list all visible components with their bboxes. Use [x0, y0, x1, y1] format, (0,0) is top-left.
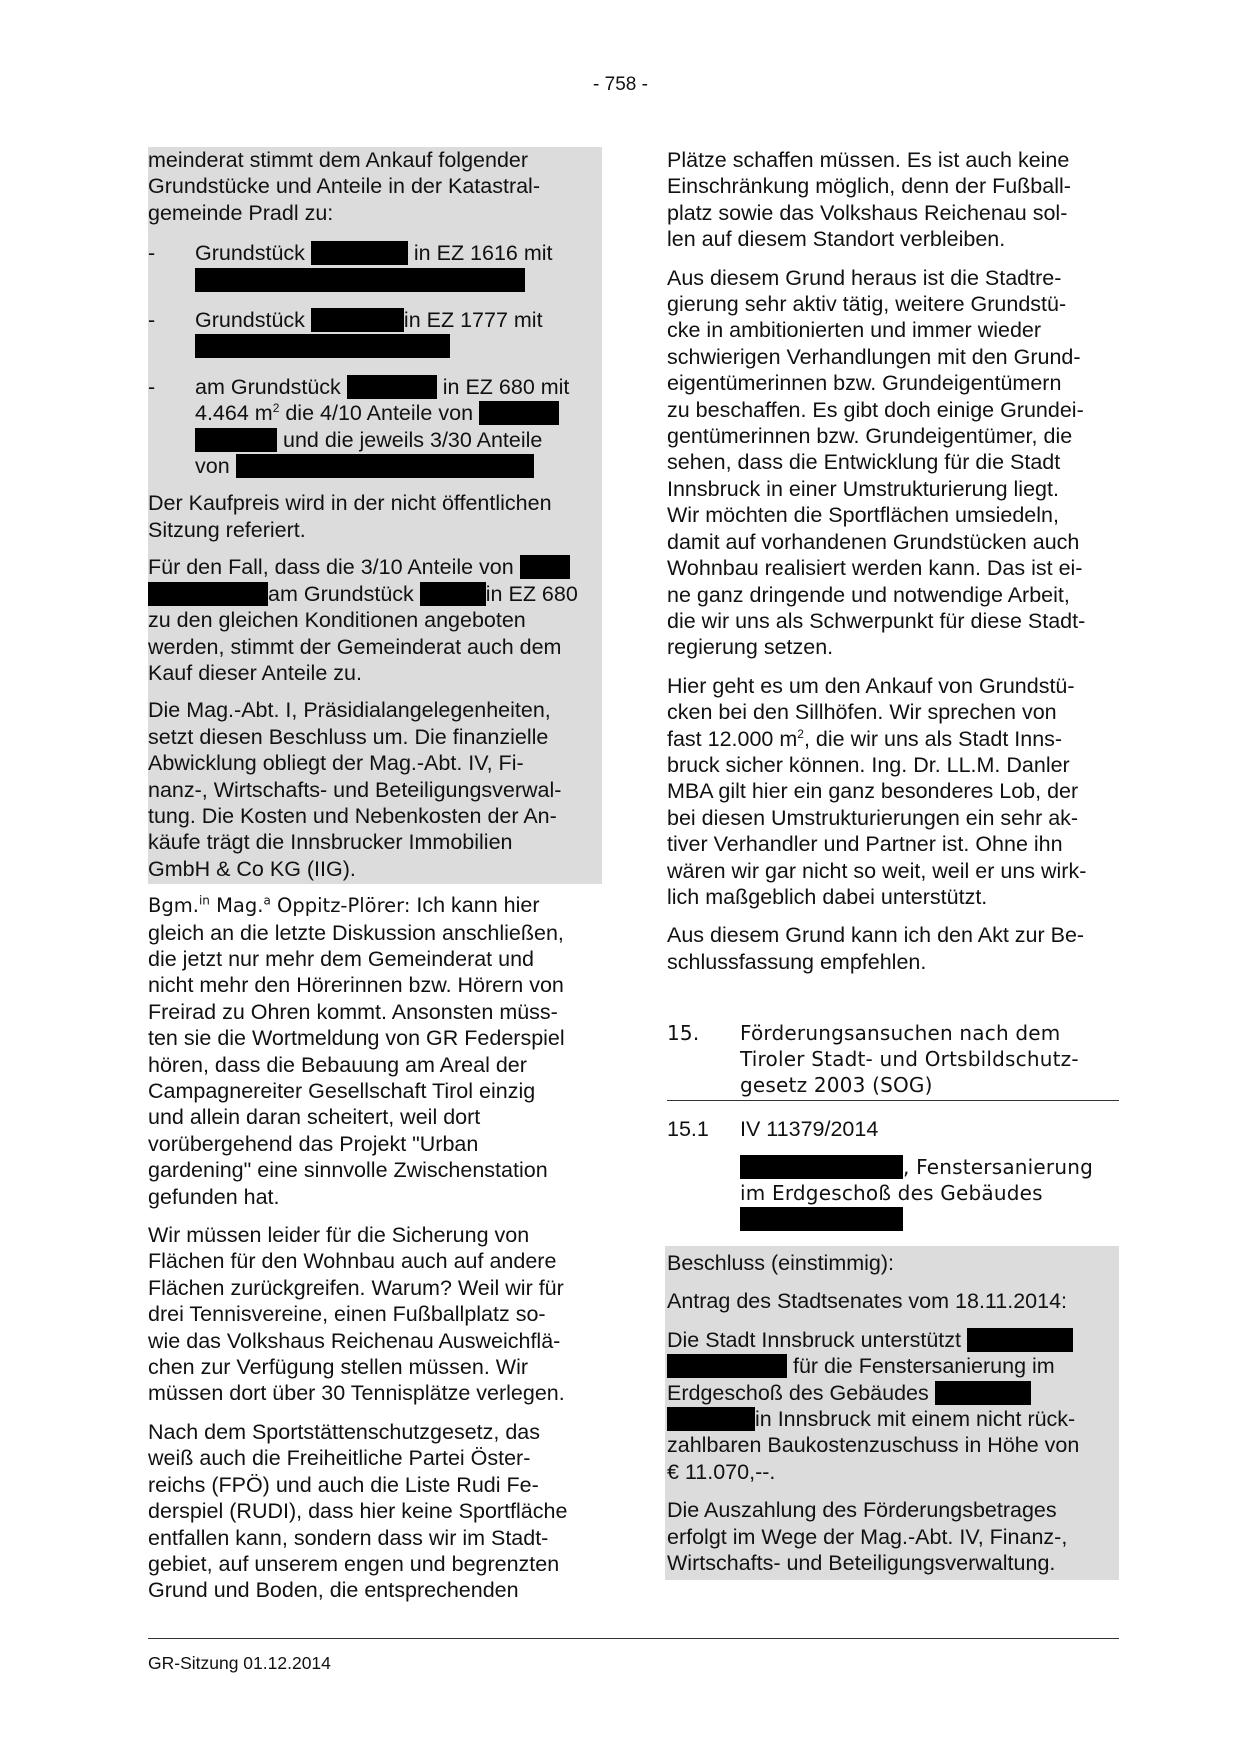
- superscript: 2: [272, 401, 280, 416]
- redaction-bar: [667, 1407, 755, 1431]
- text-line: Wir möchten die Sportflächen umsiedeln,: [667, 503, 1059, 528]
- text-line: wären wir gar nicht so weit, weil er uns wirk-: [667, 858, 1087, 883]
- text-line: müssen dort über 30 Tennisplätze verlegen.: [148, 1381, 565, 1406]
- text-line: Grundstücke und Anteile in der Katastral-: [148, 174, 540, 199]
- text-line: Nach dem Sportstättenschutzgesetz, das: [148, 1419, 540, 1444]
- text-line: Grundstück: [195, 308, 305, 333]
- text-line: zahlbaren Baukostenzuschuss in Höhe von: [667, 1433, 1080, 1458]
- text-line: cken bei den Sillhöfen. Wir sprechen von: [667, 700, 1057, 725]
- text-line: die jetzt nur mehr dem Gemeinderat und: [148, 946, 535, 971]
- text-line: und allein daran scheitert, weil dort: [148, 1105, 481, 1130]
- redaction-bar: [347, 375, 437, 399]
- text-line: cke in ambitionierten und immer wieder: [667, 318, 1042, 343]
- text-line: von: [195, 454, 230, 479]
- text-line: und die jeweils 3/30 Anteile: [282, 427, 543, 452]
- text-line: Flächen zurückgreifen. Warum? Weil wir für: [148, 1275, 564, 1300]
- text-line: Sitzung referiert.: [148, 517, 306, 542]
- text-line: nanz-, Wirtschafts- und Beteiligungsverwal-: [148, 777, 562, 802]
- payment-para: [667, 1497, 1119, 1576]
- mag-para: [148, 697, 602, 882]
- text-line: in EZ 1777 mit: [403, 308, 543, 333]
- text-line: für die Fenstersanierung im: [792, 1354, 1055, 1379]
- redaction-bar: [311, 308, 404, 332]
- text-line: Einschränkung möglich, denn der Fußball-: [667, 174, 1071, 199]
- text-line: reichs (FPÖ) und auch die Liste Rudi Fe-: [148, 1472, 539, 1497]
- redaction-bar: [195, 428, 277, 452]
- list-item: [148, 307, 602, 360]
- section-number: 15.: [667, 1021, 700, 1045]
- text-line: Innsbruck in einer Umstrukturierung liegt.: [667, 476, 1059, 501]
- text-line: hören, dass die Bebauung am Areal der: [148, 1052, 527, 1077]
- text-line: gentümerinnen bzw. Grundeigentümer, die: [667, 424, 1073, 449]
- bullet-dash: -: [148, 374, 156, 399]
- subsection-number: 15.1: [667, 1117, 709, 1141]
- text-line: Aus diesem Grund heraus ist die Stadtre-: [667, 265, 1062, 290]
- text-line: fast 12.000 m: [667, 726, 798, 751]
- text-line: wie das Volkshaus Reichenau Ausweichflä-: [148, 1328, 561, 1353]
- text-line: am Grundstück: [268, 581, 414, 606]
- text-line: tiver Verhandler und Partner ist. Ohne ihn: [667, 832, 1063, 857]
- motion-date: Antrag des Stadtsenates vom 18.11.2014:: [667, 1289, 1068, 1314]
- text-line: tung. Die Kosten und Nebenkosten der An-: [148, 803, 557, 828]
- text-line: gebiet, auf unserem engen und begrenzten: [148, 1551, 560, 1576]
- text-line: käufe trägt die Innsbrucker Immobilien: [148, 830, 513, 855]
- text-line: Die Stadt Innsbruck unterstützt: [667, 1327, 961, 1352]
- text-line: 4.464 m: [195, 401, 273, 426]
- text-line: Ich kann hier: [410, 893, 540, 918]
- text-line: bruck sicher können. Ing. Dr. LL.M. Danler: [667, 752, 1070, 777]
- text-line: ne ganz dringende und notwendige Arbeit,: [667, 582, 1070, 607]
- text-line: Kauf dieser Anteile zu.: [148, 660, 362, 685]
- redaction-bar: [967, 1328, 1073, 1352]
- speech-para: [148, 892, 602, 1210]
- text-line: regierung setzen.: [667, 635, 834, 660]
- bullet-dash: -: [148, 308, 156, 333]
- redaction-bar: [195, 334, 450, 358]
- text-line: in EZ 680: [485, 581, 578, 606]
- speech-para: [667, 673, 1119, 911]
- text-line: Aus diesem Grund kann ich den Akt zur Be-: [667, 923, 1085, 948]
- text-line: Abwicklung obliegt der Mag.-Abt. IV, Fi-: [148, 751, 524, 776]
- text-line: Wirtschafts- und Beteiligungsverwaltung.: [667, 1551, 1056, 1576]
- text-line: Erdgeschoß des Gebäudes: [667, 1380, 929, 1405]
- text-line: schwierigen Verhandlungen mit den Grund-: [667, 344, 1081, 369]
- text-line: , die wir uns als Stadt Inns-: [803, 726, 1063, 751]
- text-line: gleich an die letzte Diskussion anschließen,: [148, 920, 564, 945]
- text-line: meinderat stimmt dem Ankauf folgender: [148, 148, 529, 172]
- text-line: gardening" eine sinnvolle Zwischenstation: [148, 1158, 548, 1183]
- text-line: drei Tennisvereine, einen Fußballplatz so-: [148, 1302, 546, 1327]
- redaction-bar: [148, 582, 268, 606]
- text-line: erfolgt im Wege der Mag.-Abt. IV, Finanz-,: [667, 1524, 1068, 1549]
- text-line: Die Mag.-Abt. I, Präsidialangelegenheiten,: [148, 698, 551, 723]
- right-column: [667, 147, 1119, 975]
- section-title: Förderungsansuchen nach dem: [740, 1021, 1061, 1045]
- redaction-bar: [520, 555, 570, 579]
- redaction-bar: [935, 1381, 1031, 1405]
- footer-divider: [148, 1638, 1119, 1639]
- text-line: bei diesen Umstrukturierungen ein sehr ak-: [667, 805, 1079, 830]
- text-line: sehen, dass die Entwicklung für die Stadt: [667, 450, 1061, 475]
- text-line: eigentümerinnen bzw. Grundeigentümern: [667, 371, 1062, 396]
- text-line: Der Kaufpreis wird in der nicht öffentlichen: [148, 491, 552, 516]
- text-line: nicht mehr den Hörerinnen bzw. Hörern von: [148, 973, 564, 998]
- subsection: [667, 1116, 1119, 1232]
- speech-para: [148, 1419, 602, 1604]
- speech-para: [667, 147, 1119, 253]
- text-line: gefunden hat.: [148, 1184, 280, 1209]
- text-line: zu beschaffen. Es gibt doch einige Grundei-: [667, 397, 1084, 422]
- speech-para: [667, 922, 1119, 975]
- text-line: damit auf vorhandenen Grundstücken auch: [667, 529, 1080, 554]
- text-line: lich maßgeblich dabei unterstützt.: [667, 884, 988, 909]
- text-line: im Erdgeschoß des Gebäudes: [740, 1181, 1043, 1206]
- section-title: Tiroler Stadt- und Ortsbildschutz-: [740, 1047, 1079, 1071]
- text-line: die wir uns als Schwerpunkt für diese Stadt-: [667, 608, 1086, 633]
- list-item: [148, 240, 602, 293]
- text-line: MBA gilt hier ein ganz besonderes Lob, der: [667, 779, 1079, 804]
- text-line: Grundstück: [195, 241, 305, 266]
- text-line: platz sowie das Volkshaus Reichenau sol-: [667, 200, 1068, 225]
- redaction-bar: [420, 582, 486, 606]
- text-line: Wohnbau realisiert werden kann. Das ist ei-: [667, 556, 1083, 581]
- text-line: GmbH & Co KG (IIG).: [148, 856, 356, 881]
- text-line: gierung sehr aktiv tätig, weitere Grundstü-: [667, 292, 1067, 317]
- text-line: Freirad zu Ohren kommt. Ansonsten müss-: [148, 999, 558, 1024]
- text-line: werden, stimmt der Gemeinderat auch dem: [148, 634, 562, 659]
- redaction-bar: [236, 454, 534, 478]
- text-line: € 11.070,--.: [667, 1459, 776, 1484]
- subsection-ref: IV 11379/2014: [740, 1117, 879, 1141]
- decision-para: [667, 1327, 1119, 1485]
- speech-para: [148, 1222, 602, 1407]
- text-line: Campagnereiter Gesellschaft Tirol einzig: [148, 1079, 536, 1103]
- text-line: Wir müssen leider für die Sicherung von: [148, 1223, 530, 1248]
- text-line: vorübergehend das Projekt "Urban: [148, 1131, 479, 1156]
- superscript: 2: [797, 726, 804, 741]
- section-title: gesetz 2003 (SOG): [740, 1073, 933, 1097]
- text-line: Die Auszahlung des Förderungsbetrages: [667, 1498, 1057, 1523]
- text-line: die 4/10 Anteile von: [279, 401, 474, 426]
- text-line: am Grundstück: [195, 374, 341, 399]
- text-line: in EZ 1616 mit: [413, 241, 553, 266]
- section-heading: [667, 1020, 1117, 1098]
- text-line: in EZ 680 mit: [442, 374, 570, 399]
- decision-label: Beschluss (einstimmig):: [667, 1251, 894, 1275]
- section-divider: [667, 1100, 1119, 1101]
- text-line: , Fenstersanierung: [903, 1155, 1093, 1180]
- speech-para: [667, 265, 1119, 661]
- redaction-bar: [740, 1207, 903, 1231]
- redaction-bar: [311, 241, 408, 265]
- text-line: zu den gleichen Konditionen angeboten: [148, 608, 526, 633]
- text-line: len auf diesem Standort verbleiben.: [667, 227, 1006, 252]
- case-para: [148, 554, 602, 686]
- text-line: in Innsbruck mit einem nicht rück-: [755, 1407, 1076, 1432]
- text-line: weiß auch die Freiheitliche Partei Öster-: [148, 1446, 531, 1471]
- intro-para: [148, 147, 602, 226]
- redaction-bar: [195, 268, 525, 292]
- text-line: Für den Fall, dass die 3/10 Anteile von: [148, 555, 514, 580]
- bullet-dash: -: [148, 241, 156, 266]
- text-line: entfallen kann, sondern dass wir im Stadt-: [148, 1525, 549, 1550]
- text-line: gemeinde Pradl zu:: [148, 200, 334, 225]
- text-line: ten sie die Wortmeldung von GR Federspiel: [148, 1026, 565, 1051]
- price-para: [148, 490, 602, 543]
- decision-block: [665, 1246, 1119, 1580]
- text-line: Flächen für den Wohnbau auch auf andere: [148, 1249, 557, 1274]
- text-line: derspiel (RUDI), dass hier keine Sportfläche: [148, 1499, 568, 1524]
- text-line: Grund und Boden, die entsprechenden: [148, 1578, 519, 1603]
- text-line: Plätze schaffen müssen. Es ist auch keine: [667, 148, 1070, 172]
- redaction-bar: [667, 1354, 787, 1378]
- redaction-bar: [479, 401, 559, 425]
- subsection-title: [740, 1154, 1119, 1232]
- speaker-name: Bgm.$^{in}$ Mag.$^a$ Oppitz-Plörer:: [148, 893, 411, 918]
- text-line: Hier geht es um den Ankauf von Grundstü-: [667, 673, 1075, 698]
- redaction-bar: [740, 1155, 903, 1179]
- footer-text: GR-Sitzung 01.12.2014: [148, 1653, 331, 1673]
- text-line: chen zur Verfügung stellen müssen. Wir: [148, 1355, 529, 1380]
- list-item: [148, 374, 602, 480]
- text-line: schlussfassung empfehlen.: [667, 949, 927, 974]
- left-column: [148, 147, 602, 1604]
- page-number: - 758 -: [593, 74, 648, 95]
- text-line: setzt diesen Beschluss um. Die finanzielle: [148, 724, 549, 749]
- resolution-block: [148, 147, 602, 884]
